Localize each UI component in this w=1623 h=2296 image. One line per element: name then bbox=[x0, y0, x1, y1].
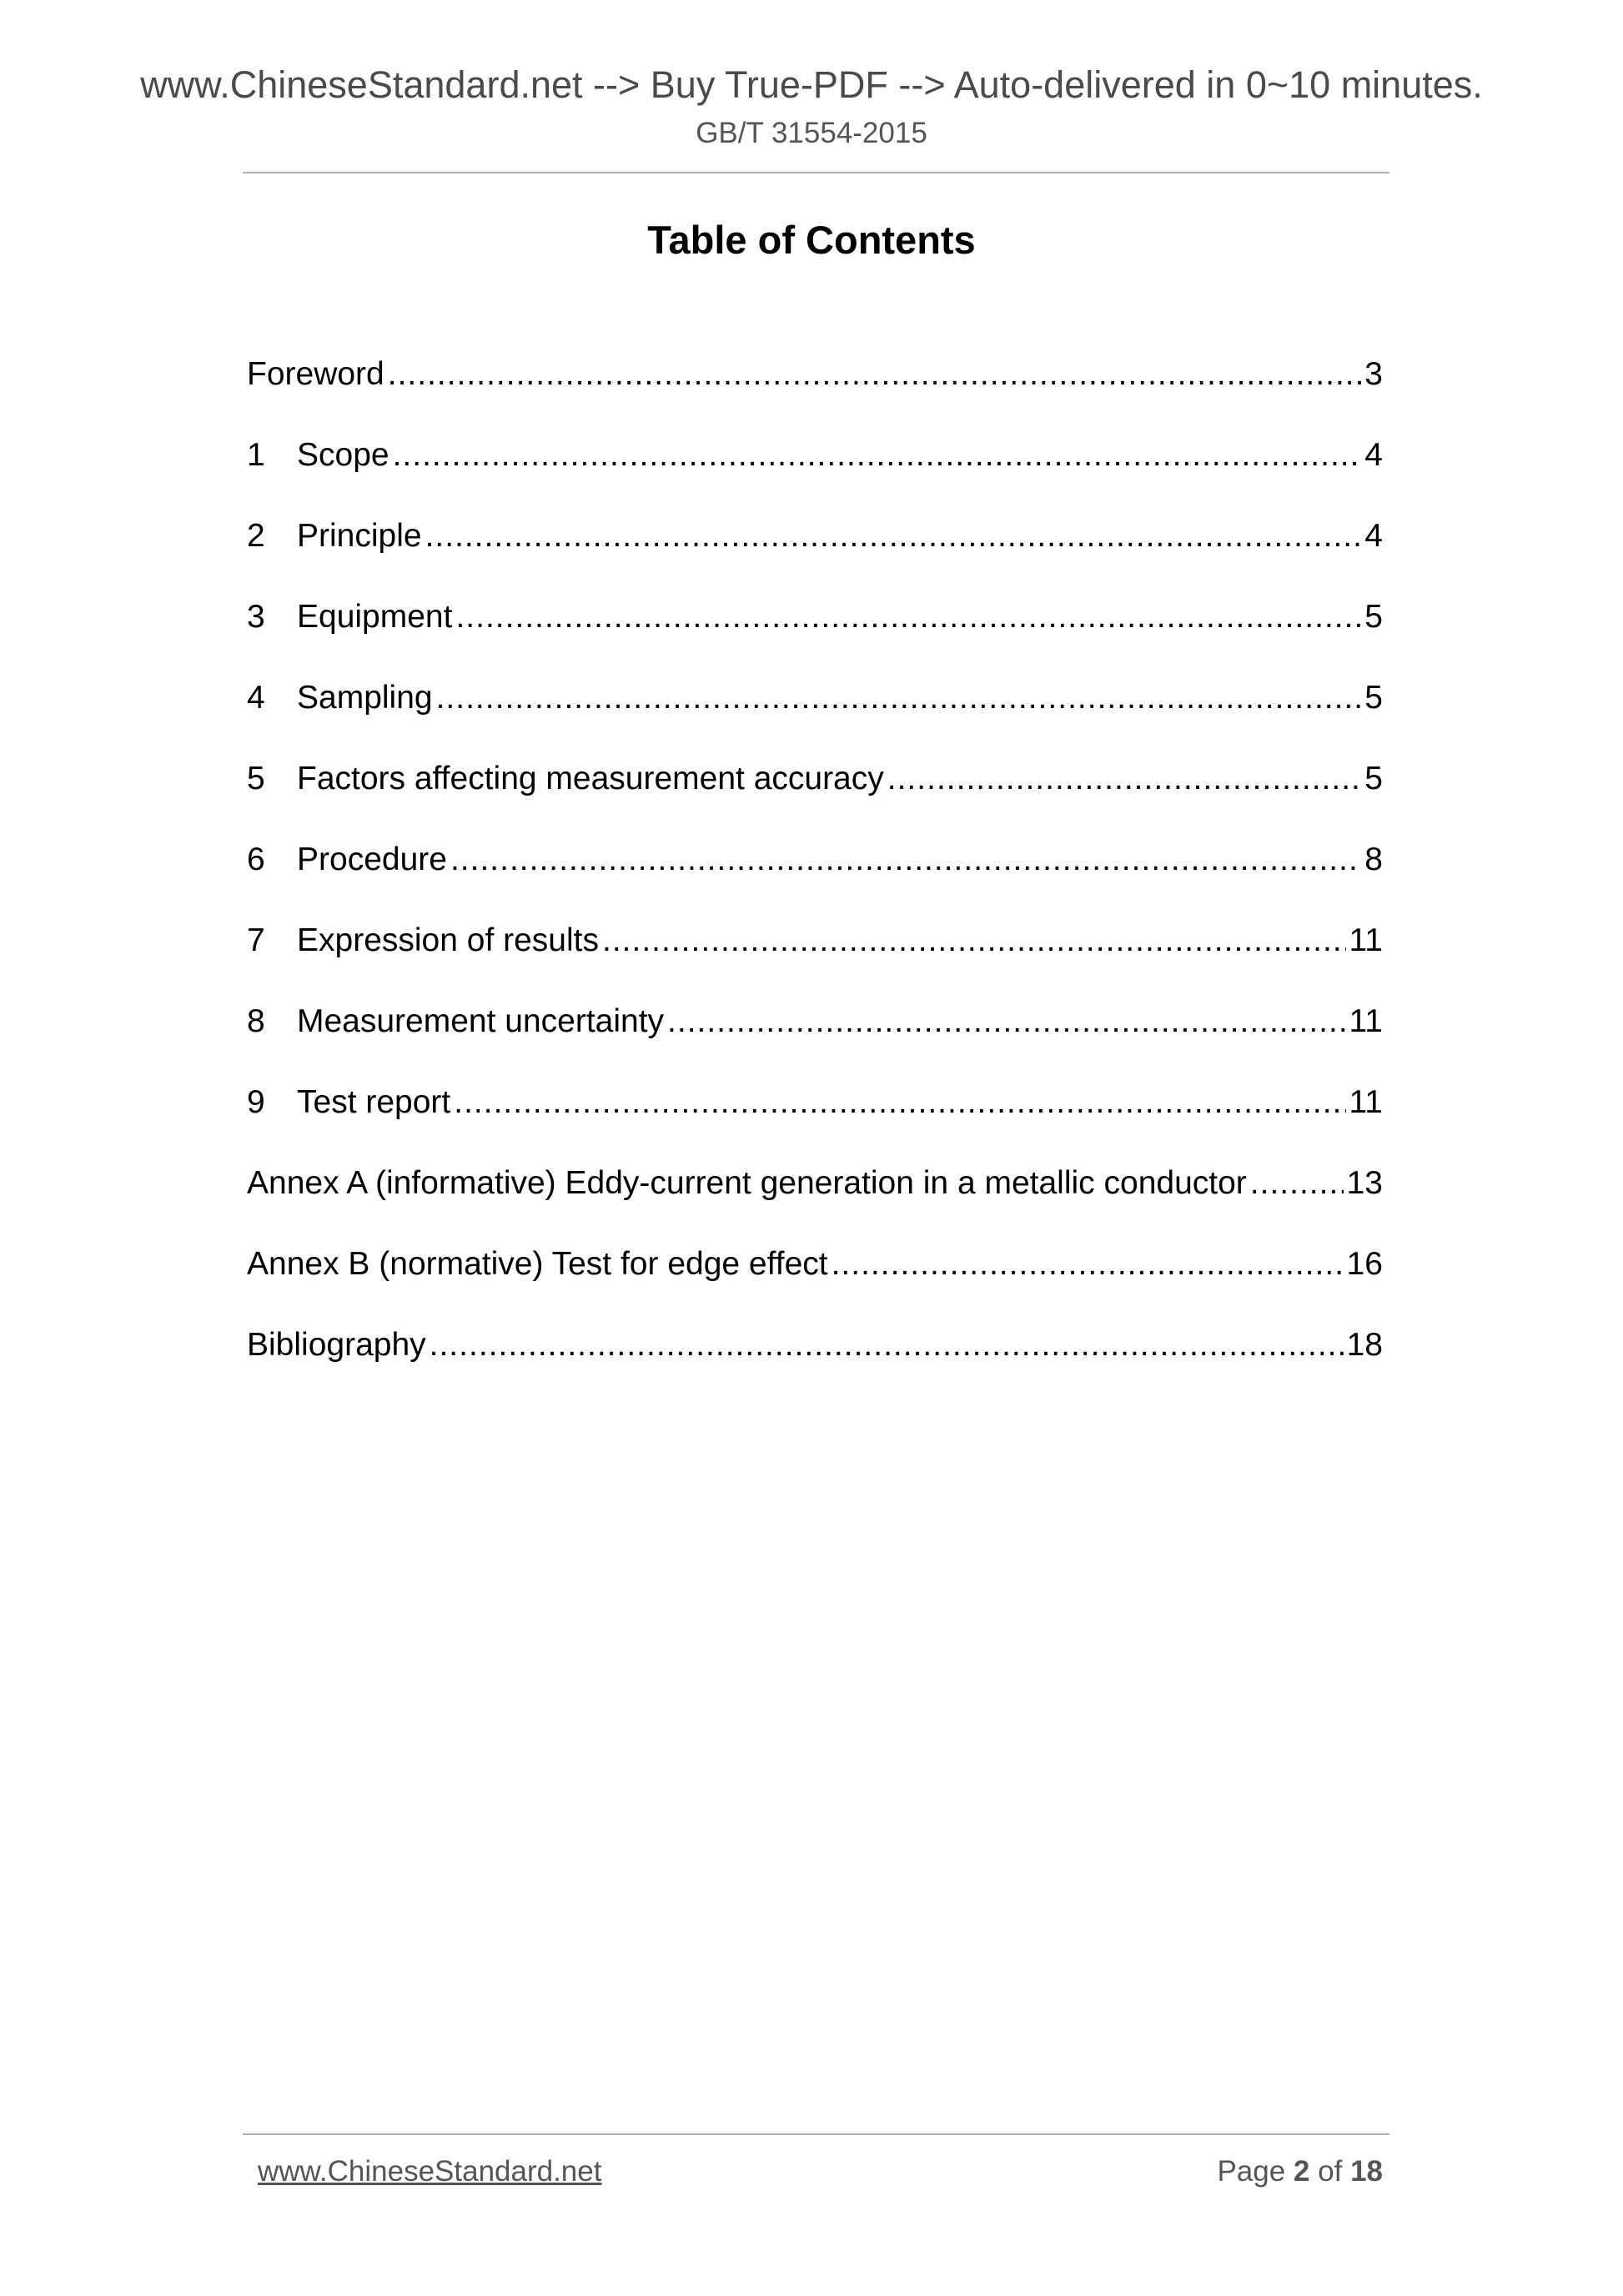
toc-entry-label: Sampling bbox=[297, 680, 433, 716]
toc-entry-page: 11 bbox=[1349, 1003, 1383, 1039]
toc-entry-annex-b[interactable] bbox=[247, 1237, 1383, 1318]
toc-dot-leader bbox=[393, 428, 1362, 483]
toc-entry-label: Annex B (normative) Test for edge effect bbox=[247, 1246, 828, 1282]
toc-dot-leader bbox=[667, 994, 1345, 1049]
toc-entry-page: 13 bbox=[1346, 1165, 1383, 1201]
toc-entry-number: 2 bbox=[247, 518, 265, 554]
toc-entry-page: 4 bbox=[1364, 518, 1383, 554]
toc-entry-sampling[interactable] bbox=[247, 671, 1383, 751]
toc-dot-leader bbox=[455, 590, 1361, 645]
toc-entry-page: 8 bbox=[1364, 842, 1383, 877]
toc-dot-leader bbox=[430, 1318, 1344, 1373]
toc-entry-label: Bibliography bbox=[247, 1327, 426, 1363]
toc-entry-number: 7 bbox=[247, 922, 265, 958]
footer-divider bbox=[243, 2133, 1389, 2135]
toc-entry-foreword[interactable] bbox=[247, 347, 1383, 428]
toc-entry-page: 11 bbox=[1349, 922, 1383, 958]
toc-entry-annex-a[interactable] bbox=[247, 1156, 1383, 1237]
header-divider bbox=[243, 172, 1389, 173]
toc-entry-equipment[interactable] bbox=[247, 590, 1383, 671]
toc-entry-label: Scope bbox=[297, 437, 389, 473]
toc-dot-leader bbox=[388, 347, 1362, 402]
toc-entry-number: 6 bbox=[247, 842, 265, 877]
toc-entry-page: 5 bbox=[1364, 761, 1383, 796]
toc-entry-label: Test report bbox=[297, 1084, 451, 1120]
toc-entry-factors[interactable] bbox=[247, 751, 1383, 832]
toc-entry-expression-of-results[interactable] bbox=[247, 913, 1383, 994]
toc-entry-page: 11 bbox=[1349, 1084, 1383, 1120]
toc-dot-leader bbox=[450, 832, 1361, 887]
footer-site-link[interactable]: www.ChineseStandard.net bbox=[258, 2155, 602, 2188]
toc-entry-number: 8 bbox=[247, 1003, 265, 1039]
header-banner: www.ChineseStandard.net --> Buy True-PDF --> Auto-delivered in 0~10 minutes. bbox=[140, 63, 1483, 106]
toc-entry-number: 5 bbox=[247, 761, 265, 796]
toc-dot-leader bbox=[425, 509, 1362, 564]
toc-list bbox=[247, 347, 1383, 1399]
toc-entry-number: 1 bbox=[247, 437, 265, 473]
toc-entry-label: Annex A (informative) Eddy-current generation in a metallic conductor bbox=[247, 1165, 1247, 1201]
standard-code: GB/T 31554-2015 bbox=[696, 117, 927, 149]
toc-entry-label: Equipment bbox=[297, 599, 453, 635]
toc-entry-page: 5 bbox=[1364, 680, 1383, 716]
toc-entry-number: 9 bbox=[247, 1084, 265, 1120]
toc-entry-label: Expression of results bbox=[297, 922, 599, 958]
toc-entry-principle[interactable] bbox=[247, 509, 1383, 590]
toc-dot-leader bbox=[436, 671, 1362, 726]
toc-entry-number: 3 bbox=[247, 599, 265, 635]
toc-entry-measurement-uncertainty[interactable] bbox=[247, 994, 1383, 1075]
toc-title: Table of Contents bbox=[647, 218, 976, 262]
toc-dot-leader bbox=[602, 913, 1346, 968]
toc-entry-page: 18 bbox=[1346, 1327, 1383, 1363]
page-indicator bbox=[1217, 2152, 1383, 2192]
toc-dot-leader bbox=[1250, 1156, 1344, 1211]
toc-entry-scope[interactable] bbox=[247, 428, 1383, 509]
toc-entry-number: 4 bbox=[247, 680, 265, 716]
page-word: Page bbox=[1217, 2155, 1286, 2188]
toc-dot-leader bbox=[454, 1075, 1345, 1130]
toc-entry-page: 3 bbox=[1364, 356, 1383, 392]
toc-entry-label: Foreword bbox=[247, 356, 384, 392]
toc-entry-label: Principle bbox=[297, 518, 422, 554]
toc-entry-bibliography[interactable] bbox=[247, 1318, 1383, 1399]
total-pages-number: 18 bbox=[1350, 2155, 1383, 2188]
toc-dot-leader bbox=[887, 751, 1362, 806]
toc-entry-page: 5 bbox=[1364, 599, 1383, 635]
toc-entry-procedure[interactable] bbox=[247, 832, 1383, 913]
page-header bbox=[0, 60, 1623, 153]
of-word: of bbox=[1318, 2155, 1343, 2188]
toc-entry-page: 16 bbox=[1346, 1246, 1383, 1282]
toc-entry-test-report[interactable] bbox=[247, 1075, 1383, 1156]
toc-entry-page: 4 bbox=[1364, 437, 1383, 473]
current-page-number: 2 bbox=[1293, 2155, 1310, 2188]
toc-entry-label: Procedure bbox=[297, 842, 447, 877]
toc-entry-label: Measurement uncertainty bbox=[297, 1003, 665, 1039]
toc-entry-label: Factors affecting measurement accuracy bbox=[297, 761, 884, 796]
toc-dot-leader bbox=[832, 1237, 1344, 1292]
